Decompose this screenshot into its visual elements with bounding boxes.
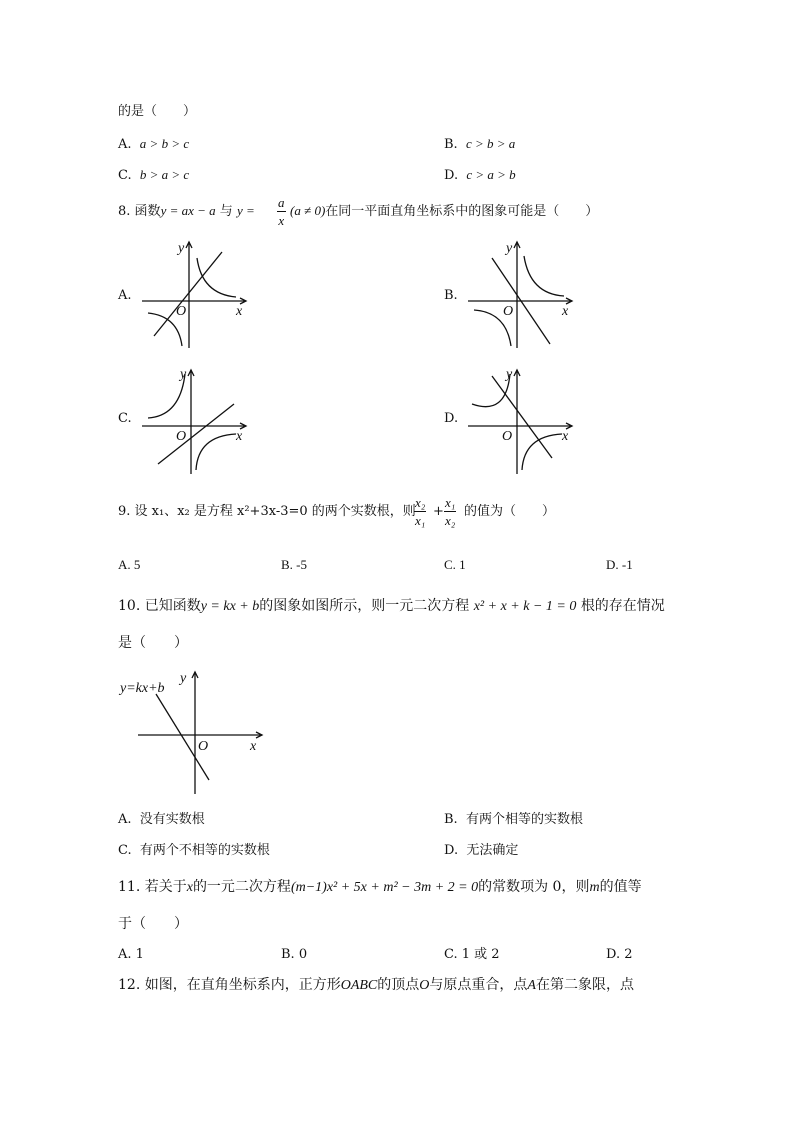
q8-graph-d (466, 364, 576, 476)
q9-option-c: C. 1 (444, 557, 466, 572)
q9-option-d: D. -1 (606, 557, 633, 572)
q8-c-x-label: x (236, 429, 243, 444)
q10-y-label: y (180, 671, 187, 686)
q8-a-x-label: x (236, 304, 243, 319)
q10-option-b: B. 有两个相等的实数根 (444, 812, 583, 827)
q11-option-d: D. 2 (606, 947, 633, 962)
q11-stem-line1: 11. 若关于x的一元二次方程(m−1)x² + 5x + m² − 3m + 2 = 0的常数项为 0，则m的值等 (118, 879, 642, 895)
q8-a-y-label: y (178, 241, 185, 256)
q8-d-y-label: y (506, 367, 513, 382)
q9-option-b: B. -5 (281, 557, 308, 572)
q8-d-x-label: x (562, 429, 569, 444)
q8-graph-a-letter: A. (118, 288, 132, 303)
q9-stem-end: 的值为（ ） (464, 504, 556, 519)
q8-graph-a (140, 238, 250, 350)
q8-stem-start: 8. 函数y = ax − a 与 y = (118, 203, 255, 219)
q10-x-label: x (250, 739, 257, 754)
q10-stem-line2: 是（ ） (118, 635, 188, 651)
q8-graph-b-letter: B. (444, 288, 458, 303)
q10-fn-label: y=kx+b (120, 681, 165, 696)
q9-stem-start: 9. 设 x₁、x₂ 是方程 x²+3x-3=0 的两个实数根，则 (118, 504, 416, 519)
q8-b-x-label: x (562, 304, 569, 319)
q9-fraction-1: $\frac{\text{x₂}}{\text{x₁}}$ (415, 495, 426, 528)
q10-stem-line1: 10. 已知函数y = kx + b的图象如图所示，则一元二次方程 x² + x + k − 1 = 0 根的存在情况 (118, 598, 665, 614)
q11-option-a: A. 1 (118, 947, 144, 962)
q10-option-c: C. 有两个不相等的实数根 (118, 843, 270, 858)
q7-option-c: C. b > a > c (118, 167, 190, 183)
q10-o-label: O (198, 739, 209, 754)
q9-fraction-2: $\frac{\text{x₁}}{\text{x₂}}$ (445, 495, 456, 528)
q8-stem-end: (a ≠ 0)在同一平面直角坐标系中的图象可能是（ ） (290, 203, 599, 219)
q11-stem-line2: 于（ ） (118, 916, 188, 932)
q10-graph (118, 668, 268, 798)
q7-stem-tail: 的是（ ） (118, 104, 197, 119)
q11-option-c: C. 1 或 2 (444, 947, 500, 962)
q8-b-y-label: y (506, 241, 513, 256)
q8-c-y-label: y (180, 367, 187, 382)
q8-fraction: $\frac{a}{x}$ (278, 195, 285, 228)
q9-option-a: A. 5 (118, 557, 141, 572)
q8-graph-c (140, 364, 250, 476)
q10-option-a: A. 没有实数根 (118, 812, 205, 827)
q11-option-b: B. 0 (281, 947, 308, 962)
q8-graph-c-letter: C. (118, 411, 132, 426)
q8-graph-b (466, 238, 576, 350)
q9-plus: + (433, 504, 444, 519)
q7-option-d: D. c > a > b (444, 167, 516, 183)
q8-a-o-label: O (176, 304, 187, 319)
q7-option-b: B. c > b > a (444, 136, 516, 152)
q8-d-o-label: O (502, 429, 513, 444)
q7-option-a: A. a > b > c (118, 136, 190, 152)
q8-graph-d-letter: D. (444, 411, 459, 426)
q8-b-o-label: O (503, 304, 514, 319)
q12-stem-line1: 12. 如图，在直角坐标系内，正方形OABC的顶点O与原点重合，点A在第二象限，点 (118, 977, 634, 993)
q10-option-d: D. 无法确定 (444, 843, 519, 858)
q8-c-o-label: O (176, 429, 187, 444)
